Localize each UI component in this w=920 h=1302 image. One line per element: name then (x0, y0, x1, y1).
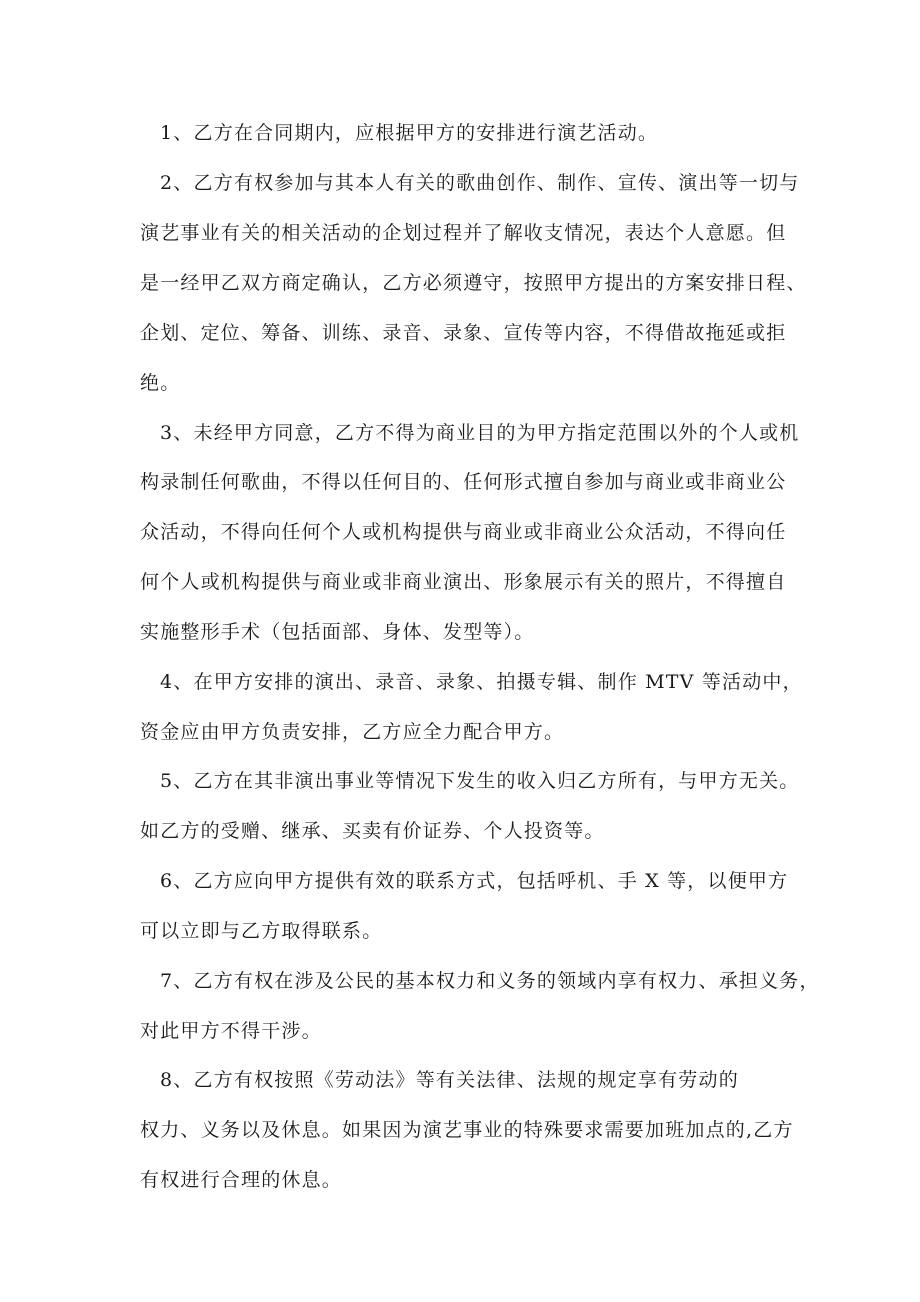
paragraph-2-line-4: 企划、定位、筹备、训练、录音、录象、宣传等内容，不得借故拖延或拒 (140, 322, 787, 344)
paragraph-8-line-3: 有权进行合理的休息。 (140, 1169, 343, 1191)
paragraph-4-line-1: 4、在甲方安排的演出、录音、录象、拍摄专辑、制作 MTV 等活动中， (160, 671, 803, 693)
paragraph-7-line-2: 对此甲方不得干涉。 (140, 1020, 322, 1042)
paragraph-7-line-1: 7、乙方有权在涉及公民的基本权力和义务的领域内享有权力、承担义务， (160, 970, 820, 992)
paragraph-3-line-2: 构录制任何歌曲，不得以任何目的、任何形式擅自参加与商业或非商业公 (140, 471, 787, 493)
paragraph-5-line-1: 5、乙方在其非演出事业等情况下发生的收入归乙方所有，与甲方无关。 (160, 770, 800, 792)
paragraph-8-line-1: 8、乙方有权按照《劳动法》等有关法律、法规的规定享有劳动的 (160, 1069, 739, 1091)
paragraph-2-line-2: 演艺事业有关的相关活动的企划过程并了解收支情况，表达个人意愿。但 (140, 222, 787, 244)
paragraph-4-line-2: 资金应由甲方负责安排，乙方应全力配合甲方。 (140, 721, 565, 743)
paragraph-6-line-2: 可以立即与乙方取得联系。 (140, 920, 383, 942)
paragraph-3-line-1: 3、未经甲方同意，乙方不得为商业目的为甲方指定范围以外的个人或机 (160, 422, 800, 444)
paragraph-8-line-2: 权力、义务以及休息。如果因为演艺事业的特殊要求需要加班加点的,乙方 (140, 1119, 794, 1141)
paragraph-2-line-3: 是一经甲乙双方商定确认，乙方必须遵守，按照甲方提出的方案安排日程、 (140, 272, 807, 294)
paragraph-2-line-5: 绝。 (140, 372, 181, 394)
paragraph-3-line-3: 众活动，不得向任何个人或机构提供与商业或非商业公众活动，不得向任 (140, 521, 787, 543)
paragraph-2-line-1: 2、乙方有权参加与其本人有关的歌曲创作、制作、宣传、演出等一切与 (160, 172, 800, 194)
paragraph-3-line-5: 实施整形手术（包括面部、身体、发型等）。 (140, 621, 535, 643)
paragraph-3-line-4: 何个人或机构提供与商业或非商业演出、形象展示有关的照片，不得擅自 (140, 571, 787, 593)
paragraph-1-line-1: 1、乙方在合同期内，应根据甲方的安排进行演艺活动。 (160, 122, 659, 144)
paragraph-6-line-1: 6、乙方应向甲方提供有效的联系方式，包括呼机、手 X 等，以便甲方 (160, 870, 789, 892)
paragraph-5-line-2: 如乙方的受赠、继承、买卖有价证券、个人投资等。 (140, 820, 605, 842)
